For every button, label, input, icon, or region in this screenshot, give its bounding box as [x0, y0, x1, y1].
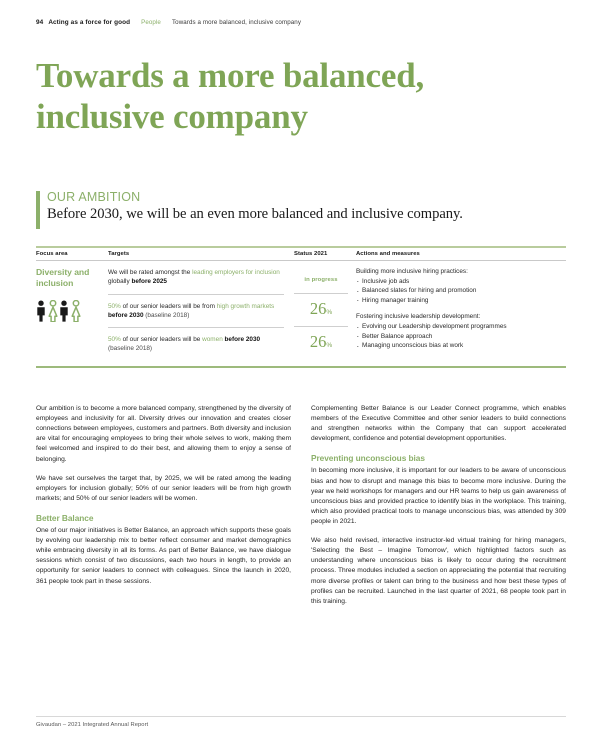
table-header-row	[36, 248, 566, 261]
status-value	[310, 299, 332, 318]
cell-status	[294, 267, 354, 361]
actions-group	[356, 267, 566, 351]
status-item	[294, 267, 348, 293]
paragraph: Complementing Better Balance is our Leader Connect programme, which enables members of the Executive Committee and other senior leaders to build connections and strengthen networks within the Company that can support accelerated development, confidence and potential development opportunities.	[311, 405, 566, 443]
action-item: · Managing unconscious bias at work	[356, 341, 566, 351]
target-text-highlight: 50%	[108, 336, 121, 344]
person-female-icon	[71, 300, 81, 322]
action-item: · Evolving our Leadership development programmes	[356, 322, 566, 332]
person-female-icon	[48, 300, 58, 322]
status-value	[310, 332, 332, 351]
people-pictogram-icon	[36, 300, 102, 322]
target-item	[108, 327, 284, 361]
actions-list	[356, 322, 566, 351]
paragraph: We have set ourselves the target that, by 2025, we will be rated among the leading employers for inclusion globally; 50% of our senior leaders will be from high growth markets; and 50% of our senior leaders will be women.	[36, 474, 291, 502]
table-bottom-rule	[36, 366, 566, 368]
status-number: 26	[309, 332, 327, 351]
target-text-bold: before 2030	[224, 336, 261, 344]
target-text-highlight: 50%	[108, 302, 121, 310]
paragraph: One of our major initiatives is Better Balance, an approach which supports these goals by evolving our leadership mix to better reflect consumer and market demographics while embracing diversity in all its forms. As part of Better Balance, we have dialogue sessions which consist of two discussions, each two hours in length, to provide an opportunity for senior leaders to connect with colleagues. Since the launch in 2020, 361 people took part in these sessions.	[36, 526, 291, 585]
column-header-focus-area: Focus area	[36, 251, 68, 257]
paragraph: Our ambition is to become a more balanced company, strengthened by the diversity of employees and inclusivity for all. Diversity drives our innovation and creates closer connections between employees, customers and partners. Both diversity and inclusion are vital for encouraging employees to bring their whole selves to work, making them feel welcomed and inspired to do their best, and allowing them to enjoy a sense of belonging.	[36, 405, 291, 463]
paragraph: In becoming more inclusive, it is important for our leaders to be aware of unconscious bias and how to disrupt and manage this bias to become more inclusive. During the year we held workshops for managers and our HR teams to help us gain awareness of unconscious bias and provided practice to identify bias in the workplace. This training, which also provided practical tools to manage unconscious bias, was attended by 309 people in 2021.	[311, 467, 566, 525]
target-text-plain: of our senior leaders will be	[120, 336, 203, 344]
person-male-icon	[59, 300, 69, 322]
status-item	[294, 293, 348, 326]
cell-focus-area	[36, 267, 108, 361]
action-item: · Balanced slates for hiring and promotion	[356, 286, 566, 296]
ambition-block	[36, 190, 566, 224]
target-item	[108, 294, 284, 328]
target-item	[108, 267, 284, 294]
page-number: 94	[36, 19, 44, 26]
target-text-highlight: women	[202, 336, 223, 344]
actions-list	[356, 277, 566, 306]
action-item: · Better Balance approach	[356, 332, 566, 342]
target-text-bold: before 2030	[108, 311, 144, 319]
actions-spacer	[356, 305, 566, 312]
target-text-bold: before 2025	[131, 278, 167, 286]
body-columns	[36, 404, 566, 607]
page-title: Towards a more balanced, inclusive company	[36, 56, 425, 136]
focus-area-label: Diversity and inclusion	[36, 267, 90, 288]
column-header-targets: Targets	[108, 251, 130, 257]
body-column-left	[36, 404, 291, 607]
status-number: 26	[309, 299, 327, 318]
subheading-preventing-unconscious-bias: Preventing unconscious bias	[311, 453, 425, 464]
action-item: · Inclusive job ads	[356, 277, 566, 287]
column-header-status: Status 2021	[294, 251, 328, 257]
target-text-plain: of our senior leaders will be from	[120, 302, 217, 310]
target-text-highlight: leading employers for inclusion	[192, 269, 280, 276]
target-text-plain: We will be rated amongst the	[108, 269, 193, 276]
header-chapter: People	[141, 19, 161, 26]
cell-targets	[108, 267, 294, 361]
body-column-right	[311, 404, 566, 607]
header-section: Acting as a force for good	[48, 19, 131, 26]
status-unit: %	[326, 309, 333, 316]
person-male-icon	[36, 300, 46, 322]
table-body-row	[36, 261, 566, 366]
target-text-plain: globally	[108, 278, 132, 286]
header-subject: Towards a more balanced, inclusive company	[171, 19, 302, 26]
action-item: · Hiring manager training	[356, 296, 566, 306]
status-unit: %	[326, 342, 333, 349]
target-text-highlight: high growth markets	[216, 302, 275, 310]
target-text-baseline: (baseline 2018)	[143, 311, 190, 319]
page-footer: Givaudan – 2021 Integrated Annual Report	[36, 716, 566, 728]
actions-group-lead: Building more inclusive hiring practices:	[356, 268, 468, 275]
target-text-baseline: (baseline 2018)	[108, 345, 153, 353]
running-header	[36, 19, 566, 26]
paragraph: We also held revised, interactive instructor-led virtual training for hiring managers, 'Selecting the Best – Imagine Tomorrow', which highlighted factors such as understanding where unconscious bias is likely to occur during the recruitment process. Three modules included a section on appreciating the potential that recruiting more diverse profiles or talent can bring to the business and how best these types of profiles can be recruited. Launched in the last quarter of 2021, 68 people took part in this training.	[311, 537, 566, 605]
ambition-kicker: OUR AMBITION	[47, 190, 141, 204]
cell-actions	[354, 267, 566, 361]
status-item	[294, 326, 348, 359]
actions-group-lead: Fostering inclusive leadership development:	[356, 313, 481, 321]
status-badge: in progress	[304, 277, 338, 283]
column-header-actions: Actions and measures	[356, 251, 420, 257]
ambition-statement: Before 2030, we will be an even more balanced and inclusive company.	[47, 206, 463, 223]
targets-table	[36, 246, 566, 368]
subheading-better-balance: Better Balance	[36, 512, 94, 523]
